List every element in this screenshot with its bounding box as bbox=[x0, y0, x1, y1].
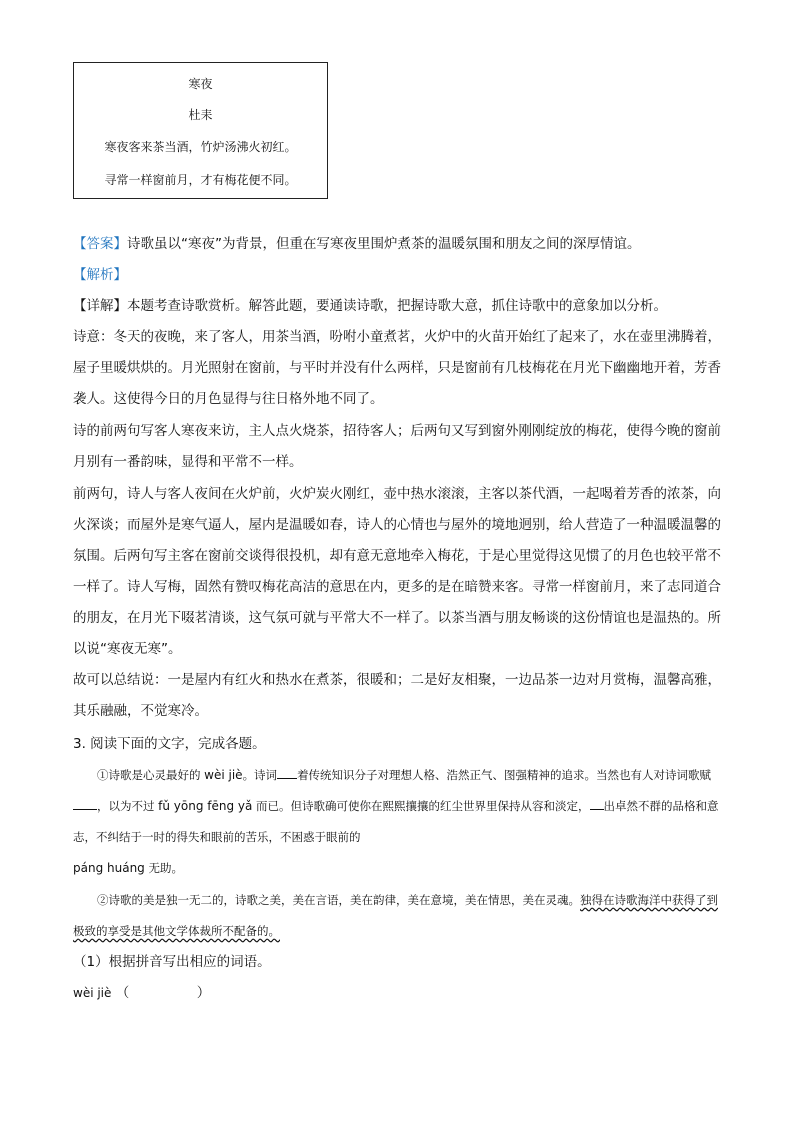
poem-line-2: 寻常一样窗前月，才有梅花便不同。 bbox=[104, 173, 297, 187]
poem-line-1: 寒夜客来茶当酒，竹炉汤沸火初红。 bbox=[104, 140, 297, 154]
summary-paragraph: 故可以总结说：一是屋内有红火和热水在煮茶，很暖和；二是好友相聚，一边品茶一边对月赏梅，温馨高雅，其乐融融，不觉寒冷。 bbox=[73, 672, 721, 719]
pinyin-panghuang: páng huáng bbox=[73, 861, 145, 875]
detail-text: 本题考查诗歌赏析。解答此题，要通读诗歌，把握诗歌大意，抓住诗歌中的意象加以分析。 bbox=[127, 298, 667, 314]
blank-3[interactable] bbox=[590, 795, 604, 810]
analysis-paragraph: 前两句，诗人与客人夜间在火炉前，火炉炭火刚红，壶中热水滚滚，主客以茶代酒，一起喝着芳香的浓茶，向火深谈；而屋外是寒气逼人，屋内是温暖如春，诗人的心情也与屋外的境地迥别，给人营造了一种温暖温馨的氛围。后两句写主客在窗前交谈得很投机，却有意无意地牵入梅花，于是心里觉得这见惯了的月色也较平常不一样了。诗人写梅，固然有赞叹梅花高洁的意思在内，更多的是在暗赞来客。寻常一样窗前月，来了志同道合的朋友，在月光下啜茗清谈，这气氛可就与平常大不一样了。以茶当酒与朋友畅谈的这份情谊也是温热的。所以说“寒夜无寒”。 bbox=[73, 486, 721, 657]
poem-title: 寒夜 bbox=[188, 77, 213, 91]
question-3-passage-2 bbox=[73, 885, 721, 947]
passage-1-text-f: 出卓然不群的品格和意志，不纠结于一时的得失和眼前的苦乐，不困惑于眼前的 bbox=[73, 799, 719, 844]
sub-question-pinyin: wèi jiè bbox=[73, 986, 112, 1000]
pinyin-fuyongfengya: fǔ yōng fēng yǎ bbox=[158, 799, 253, 813]
passage-1-text-a: ①诗歌是心灵最好的 bbox=[97, 768, 201, 782]
structure-paragraph: 诗的前两句写客人寒夜来访，主人点火烧茶，招待客人；后两句又写到窗外刚刚绽放的梅花，使得今晚的窗前月别有一番韵味，显得和平常不一样。 bbox=[73, 423, 721, 470]
analysis-heading bbox=[73, 260, 723, 291]
detail-paragraph bbox=[73, 291, 723, 322]
question-3-heading: 3. 阅读下面的文字，完成各题。 bbox=[73, 736, 266, 752]
question-3-passage-1 bbox=[73, 760, 721, 884]
passage-1-text-g: 无助。 bbox=[148, 861, 183, 875]
answer-bracket[interactable]: （ ） bbox=[115, 985, 211, 1001]
answer-text: 诗歌虽以“寒夜”为背景，但重在写寒夜里围炉煮茶的温暖氛围和朋友之间的深厚情谊。 bbox=[127, 236, 641, 252]
pinyin-weijie: wèi jiè bbox=[204, 768, 243, 782]
blank-2[interactable] bbox=[73, 795, 97, 810]
passage-1-text-b: 。诗词 bbox=[242, 768, 278, 782]
poem-author: 杜耒 bbox=[188, 108, 213, 122]
sub-question-1: （1）根据拼音写出相应的词语。 bbox=[73, 954, 271, 970]
detail-label: 【详解】 bbox=[73, 298, 127, 314]
passage-1-text-d: ，以为不过 bbox=[97, 799, 155, 813]
sub-question-1-answer-line bbox=[73, 978, 723, 1009]
answer-paragraph bbox=[73, 229, 723, 260]
passage-1-text-e: 而已。但诗歌确可使你在熙熙攘攘的红尘世界里保持从容和淡定， bbox=[256, 799, 590, 813]
passage-1-text-c: 着传统知识分子对理想人格、浩然正气、图强精神的追求。当然也有人对诗词歌赋 bbox=[297, 768, 712, 782]
analysis-label: 【解析】 bbox=[73, 267, 127, 283]
passage-2-text: ②诗歌的美是独一无二的，诗歌之美，美在言语，美在韵律，美在意境，美在情思，美在灵魂。 bbox=[97, 893, 580, 907]
meaning-paragraph: 诗意：冬天的夜晚，来了客人，用茶当酒，吩咐小童煮茗，火炉中的火苗开始红了起来了，水在壶里沸腾着，屋子里暖烘烘的。月光照射在窗前，与平时并没有什么两样，只是窗前有几枝梅花在月光下幽幽地开着，芳香袭人。这使得今日的月色显得与往日格外地不同了。 bbox=[73, 329, 721, 407]
answer-label: 【答案】 bbox=[73, 236, 127, 252]
passage-2-underlined: 独得在诗歌海洋中获得了到极致的享受是其他文学体裁所不配备的。 bbox=[73, 893, 718, 938]
blank-1[interactable] bbox=[277, 764, 297, 779]
poem-box bbox=[73, 62, 328, 199]
